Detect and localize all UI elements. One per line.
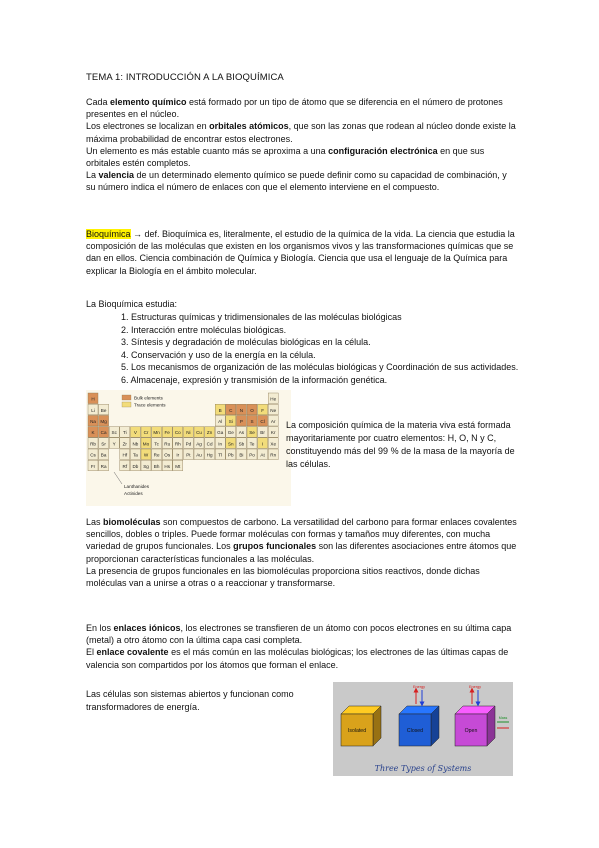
element-symbol: Mg <box>100 419 107 424</box>
element-cell-be <box>99 404 109 415</box>
periodic-table-figure <box>86 390 291 506</box>
biomoleculas-section: Las biomoléculas son compuestos de carbono. La versatilidad del carbono para formar enlaces covalentes sencillos, dobles o triples. Puede formar moléculas con formas y tamaños muy diferentes, con mucha variedad de grupos funcionales. Los grupos funcionales son las diferentes asociaciones entre átomos que proporcionan características funcionales a las moléculas. La presencia de grupos funcionales en las biomoléculas proporciona sitios reactivos, donde dichas moléculas van a unirse a otras o a reaccionar y transformarse. <box>86 517 517 589</box>
element-symbol: Al <box>218 419 223 424</box>
element-symbol: Pd <box>185 441 192 447</box>
element-symbol: V <box>133 430 137 436</box>
element-cell-rh <box>173 438 183 449</box>
element-symbol: Re <box>153 452 160 458</box>
element-symbol: Ga <box>217 430 224 436</box>
element-cell-ca <box>99 427 109 438</box>
element-cell-sr <box>99 438 109 449</box>
element-symbol: Nb <box>132 441 139 447</box>
element-cell-pb <box>226 449 236 460</box>
element-symbol: Pb <box>227 452 234 458</box>
intro-section <box>86 96 518 194</box>
element-symbol: Sr <box>101 441 106 447</box>
element-cell-ba <box>99 449 109 460</box>
element-symbol: Rn <box>270 452 277 458</box>
element-symbol: Rb <box>90 441 96 447</box>
element-symbol: Se <box>249 430 255 436</box>
element-symbol: Cr <box>143 430 149 436</box>
element-cell-xe <box>268 438 278 449</box>
energy-arrows <box>413 685 425 704</box>
element-cell-br <box>258 427 268 438</box>
element-symbol: Ar <box>270 419 276 424</box>
element-symbol: Ge <box>227 430 234 436</box>
element-cell-ta <box>130 449 140 460</box>
element-cell-mn <box>152 427 162 438</box>
element-symbol: Ta <box>132 452 138 458</box>
element-symbol: Sc <box>111 430 117 436</box>
element-symbol: Hg <box>206 452 213 458</box>
element-symbol: Si <box>228 419 233 424</box>
element-symbol: Be <box>100 407 107 413</box>
element-symbol: Ru <box>164 441 171 447</box>
legend-swatch-trace <box>122 402 131 407</box>
element-symbol: Os <box>164 452 171 458</box>
element-cell-bh <box>152 460 162 471</box>
list-item: 1. Estructuras químicas y tridimensionales de las moléculas biológicas <box>121 312 402 322</box>
element-symbol: F <box>261 407 265 413</box>
periodic-legend <box>122 395 166 408</box>
element-cell-ni <box>183 427 193 438</box>
element-cell-hs <box>162 460 172 471</box>
estudia-heading: La Bioquímica estudia: <box>86 299 178 309</box>
element-symbol: Li <box>91 407 95 413</box>
element-symbol: O <box>250 407 254 413</box>
systems-caption: Three Types of Systems <box>374 764 472 773</box>
element-cell-he <box>268 393 278 404</box>
system-box-open <box>455 706 495 746</box>
element-symbol: C <box>229 407 233 413</box>
paragraph-valencia: La valencia de un determinado elemento químico se puede definir como su capacidad de combinación, y su número indica el número de enlaces con que el elemento interviene en el compuesto. <box>86 170 507 193</box>
list-item: 5. Los mecanismos de organización de las moléculas biológicas y Coordinación de sus actividades. <box>121 362 519 373</box>
element-cell-nb <box>130 438 140 449</box>
element-cell-cu <box>194 427 204 438</box>
element-cell-po <box>247 449 257 460</box>
element-symbol: Kr <box>270 430 276 436</box>
element-symbol: Hs <box>164 463 171 469</box>
element-symbol: Sg <box>143 463 149 469</box>
legend-swatch-bulk <box>122 395 131 400</box>
element-cell-ne <box>268 404 278 415</box>
system-box-isolated <box>341 706 381 746</box>
page-title: TEMA 1: INTRODUCCIÓN A LA BIOQUÍMICA <box>86 72 284 83</box>
element-cell-tc <box>152 438 162 449</box>
element-symbol: Sb <box>238 441 245 447</box>
element-symbol: Bh <box>153 463 160 469</box>
element-cell-sn <box>226 438 236 449</box>
mass-arrows <box>497 716 509 728</box>
element-cell-se <box>247 427 257 438</box>
element-cell-rn <box>268 449 278 460</box>
element-cell-s <box>247 415 257 426</box>
systems-figure <box>333 682 513 776</box>
paragraph-elemento: Cada elemento químico está formado por un tipo de átomo que se diferencia en el número de protones presentes en el núcleo. <box>86 97 503 120</box>
system-label: Open <box>464 728 478 734</box>
list-item: 2. Interacción entre moléculas biológicas. <box>121 324 287 335</box>
element-cell-ar <box>268 415 278 426</box>
element-cell-os <box>162 449 172 460</box>
element-symbol: Tl <box>218 452 223 458</box>
element-symbol: Mn <box>153 430 160 436</box>
element-cell-c <box>226 404 236 415</box>
element-cell-sg <box>141 460 151 471</box>
list-item: 4. Conservación y uso de la energía en la célula. <box>121 349 316 360</box>
element-cell-tl <box>215 449 225 460</box>
lanthanides-label: Lanthanides <box>124 484 150 489</box>
element-symbol: Xe <box>270 441 277 447</box>
element-cell-te <box>247 438 257 449</box>
element-cell-b <box>215 404 225 415</box>
energy-arrows <box>469 685 481 704</box>
cells-text: Las células son sistemas abiertos y funcionan como transformadores de energía. <box>86 689 294 712</box>
systems-image <box>333 682 513 776</box>
element-symbol: Cs <box>90 452 96 458</box>
actinides-label: Actinides <box>124 491 143 496</box>
element-cell-y <box>109 438 119 449</box>
element-symbol: Mo <box>142 441 150 447</box>
element-symbol: N <box>239 407 244 413</box>
element-cell-au <box>194 449 204 460</box>
element-cell-as <box>236 427 246 438</box>
energy-label: Energy <box>468 685 482 689</box>
element-cell-ir <box>173 449 183 460</box>
element-cell-w <box>141 449 151 460</box>
element-symbol: I <box>261 441 264 447</box>
element-cell-hg <box>205 449 215 460</box>
element-symbol: Hf <box>122 452 128 458</box>
legend-bulk: Bulk elements <box>134 395 163 401</box>
element-symbol: Cu <box>196 430 202 436</box>
element-symbol: Zn <box>206 430 213 436</box>
element-cell-zr <box>120 438 130 449</box>
legend-trace: Trace elements <box>134 402 166 408</box>
estudia-list <box>121 311 521 387</box>
element-cell-ga <box>215 427 225 438</box>
element-symbol: Ne <box>270 407 277 413</box>
element-symbol: Au <box>196 452 202 458</box>
element-cell-f <box>258 404 268 415</box>
element-cell-si <box>226 415 236 426</box>
system-label: Isolated <box>347 728 367 734</box>
element-cell-v <box>130 427 140 438</box>
element-symbol: As <box>238 430 245 436</box>
element-cell-al <box>215 415 225 426</box>
element-cell-cl <box>258 415 268 426</box>
element-symbol: S <box>250 419 254 424</box>
system-label: Closed <box>406 728 424 734</box>
element-symbol: In <box>218 441 223 447</box>
element-symbol: He <box>270 396 277 402</box>
element-cell-ge <box>226 427 236 438</box>
enlaces-section: En los enlaces iónicos, los electrones se transfieren de un átomo con pocos electrones en su última capa (metal) a otro átomo con la última capa casi completa. El enlace covalente es el más común en las moléculas biológicas; los electrones de las últimas capas de valencia son compartidos por los átomos que forman el enlace. <box>86 623 512 670</box>
element-symbol: Ra <box>100 463 107 469</box>
element-symbol: W <box>143 452 149 458</box>
element-symbol: Pt <box>186 452 191 458</box>
element-symbol: Sn <box>227 441 234 447</box>
element-symbol: Mt <box>175 463 181 469</box>
element-symbol: Fe <box>164 430 170 436</box>
element-cell-ra <box>99 460 109 471</box>
element-cell-n <box>236 404 246 415</box>
element-cell-pd <box>183 438 193 449</box>
element-symbol: Fr <box>90 463 96 469</box>
element-symbol: K <box>91 430 95 436</box>
element-cell-ag <box>194 438 204 449</box>
element-cell-fe <box>162 427 172 438</box>
bioquimica-definition: Bioquímica → def. Bioquímica es, literalmente, el estudio de la química de la vida. La ciencia que estudia la composición de las moléculas que existen en los organismos vivos y las transformaciones químicas que se dan en ellos. Ciencia combinación de Química y Biología. Ciencia que usa el lenguaje de la Química para explicar la Biología en el ámbito molecular. <box>86 229 515 276</box>
element-symbol: H <box>91 396 95 402</box>
element-cell-na <box>88 415 98 426</box>
element-cell-p <box>236 415 246 426</box>
element-cell-sc <box>109 427 119 438</box>
paragraph-configuracion: Un elemento es más estable cuanto más se aproxima a una configuración electrónica en que sus orbitales estén completos. <box>86 145 485 169</box>
element-cell-hf <box>120 449 130 460</box>
element-cell-mo <box>141 438 151 449</box>
element-symbol: P <box>239 419 243 424</box>
element-symbol: Ba <box>100 452 107 458</box>
element-cell-fr <box>88 460 98 471</box>
element-cell-rb <box>88 438 98 449</box>
element-symbol: At <box>260 452 265 458</box>
highlighted-term: Bioquímica <box>86 229 131 239</box>
element-cell-mt <box>173 460 183 471</box>
element-cell-li <box>88 404 98 415</box>
element-symbol: Co <box>174 430 181 436</box>
element-cell-cd <box>205 438 215 449</box>
element-cell-at <box>258 449 268 460</box>
element-cell-kr <box>268 427 278 438</box>
element-cell-cr <box>141 427 151 438</box>
element-symbol: Bi <box>239 452 244 458</box>
element-cell-re <box>152 449 162 460</box>
element-cell-h <box>88 393 98 404</box>
element-cell-i <box>258 438 268 449</box>
element-symbol: Ni <box>186 430 191 436</box>
element-symbol: Ca <box>100 430 107 436</box>
periodic-table-image <box>86 390 291 506</box>
element-symbol: Te <box>249 441 255 447</box>
paragraph-orbitales: Los electrones se localizan en orbitales atómicos, que son las zonas que rodean al núcleo donde existe la máxima probabilidad de encontrar estos electrones. <box>86 121 516 144</box>
element-cell-in <box>215 438 225 449</box>
element-cell-pt <box>183 449 193 460</box>
element-cell-cs <box>88 449 98 460</box>
element-symbol: Br <box>260 430 265 436</box>
composition-text: La composición química de la materia viva está formada mayoritariamente por cuatro elementos: H, O, N y C, constituyendo más del 99 % de la masa de la mayoría de las células. <box>286 420 515 469</box>
element-cell-zn <box>205 427 215 438</box>
element-symbol: Ti <box>122 430 127 436</box>
list-item: 6. Almacenaje, expresión y transmisión de la información genética. <box>121 374 388 385</box>
element-cell-k <box>88 427 98 438</box>
element-symbol: Tc <box>154 441 159 447</box>
element-symbol: Rf <box>122 463 128 469</box>
element-symbol: Na <box>90 419 96 424</box>
element-cell-rf <box>120 460 130 471</box>
element-cell-ru <box>162 438 172 449</box>
list-item: 3. Síntesis y degradación de moléculas biológicas en la célula. <box>121 337 371 348</box>
mass-label: Mass <box>498 716 508 720</box>
element-cell-o <box>247 404 257 415</box>
energy-label: Energy <box>412 685 426 689</box>
element-symbol: Rh <box>174 441 181 447</box>
element-symbol: Cl <box>260 419 265 424</box>
element-symbol: Cd <box>206 441 213 447</box>
element-symbol: B <box>218 407 222 413</box>
element-cell-ti <box>120 427 130 438</box>
element-cell-mg <box>99 415 109 426</box>
element-symbol: Ag <box>196 441 202 447</box>
element-symbol: Y <box>112 441 116 447</box>
element-symbol: Db <box>132 463 139 469</box>
element-symbol: Po <box>249 452 255 458</box>
element-cell-bi <box>236 449 246 460</box>
element-symbol: Zr <box>122 441 127 447</box>
element-cell-sb <box>236 438 246 449</box>
element-cell-db <box>130 460 140 471</box>
element-cell-co <box>173 427 183 438</box>
lanthanide-pointer <box>114 472 122 484</box>
system-box-closed <box>399 706 439 746</box>
element-symbol: Ir <box>176 452 180 458</box>
